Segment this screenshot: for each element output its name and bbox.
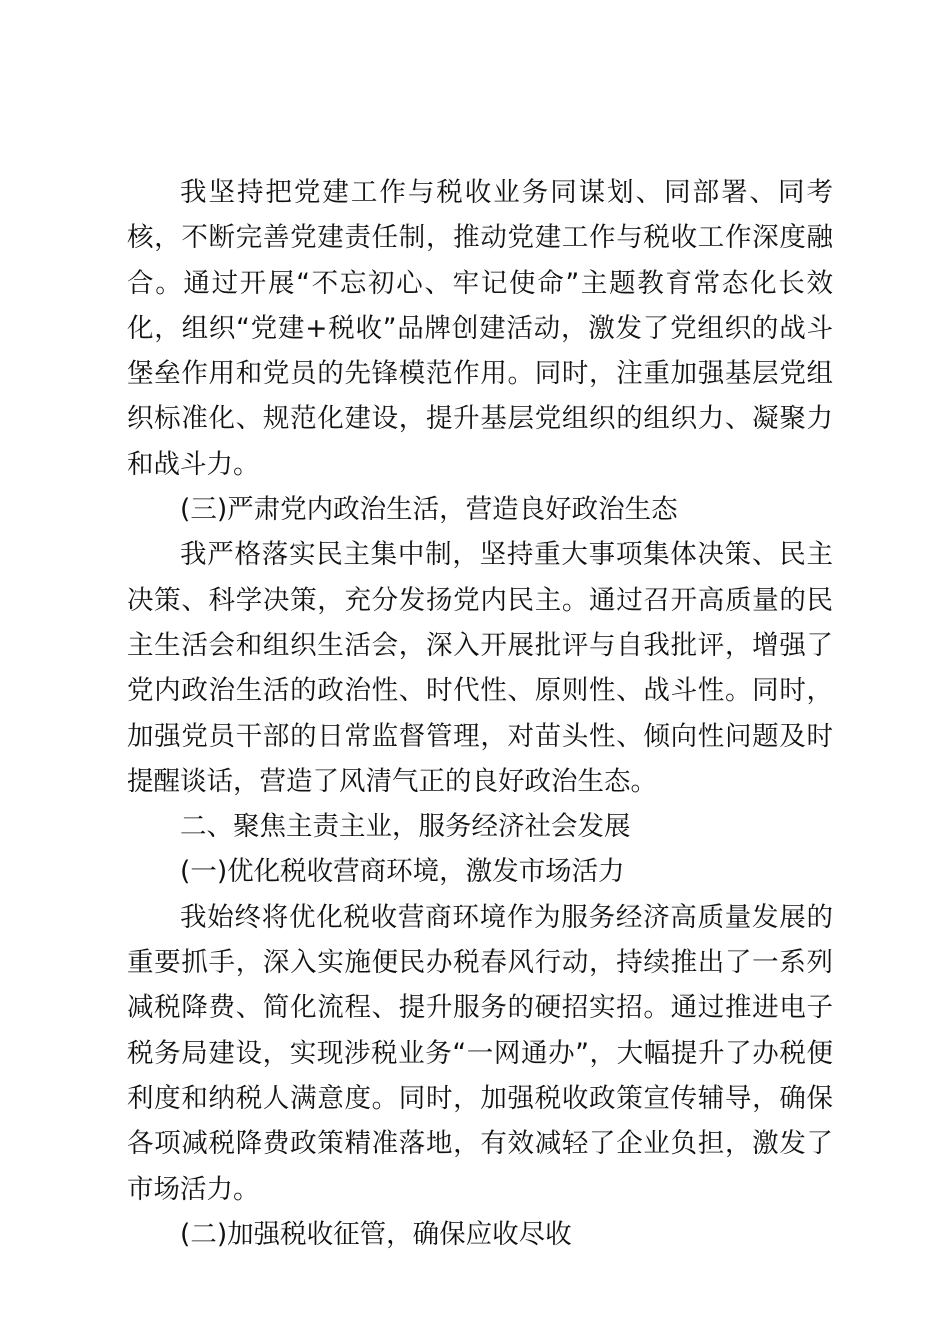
heading-part-2: 二、聚焦主责主业，服务经济社会发展 xyxy=(180,811,631,843)
heading-section-2: (二)加强税收征管，确保应收尽收 xyxy=(180,1218,572,1250)
paragraph-party-building: 我坚持把党建工作与税收业务同谋划、同部署、同考核，不断完善党建责任制，推动党建工作与税收工作深度融合。通过开展“不忘初心、牢记使命”主题教育常态化长效化，组织“党建+税收”品牌创建活动，激发了党组织的战斗堡垒作用和党员的先锋模范作用。同时，注重加强基层党组织标准化、规范化建设，提升基层党组织的组织力、凝聚力和战斗力。 xyxy=(127,177,833,480)
document-body xyxy=(127,170,833,1257)
heading-section-1: (一)优化税收营商环境，激发市场活力 xyxy=(180,856,625,888)
heading-section-3: (三)严肃党内政治生活，营造良好政治生态 xyxy=(180,494,678,526)
paragraph-political-life: 我严格落实民主集中制，坚持重大事项集体决策、民主决策、科学决策，充分发扬党内民主。通过召开高质量的民主生活会和组织生活会，深入开展批评与自我批评，增强了党内政治生活的政治性、时代性、原则性、战斗性。同时，加强党员干部的日常监督管理，对苗头性、倾向性问题及时提醒谈话，营造了风清气正的良好政治生态。 xyxy=(127,539,833,797)
paragraph-business-environment: 我始终将优化税收营商环境作为服务经济高质量发展的重要抓手，深入实施便民办税春风行动，持续推出了一系列减税降费、简化流程、提升服务的硬招实招。通过推进电子税务局建设，实现涉税业务“一网通办”，大幅提升了办税便利度和纳税人满意度。同时，加强税收政策宣传辅导，确保各项减税降费政策精准落地，有效减轻了企业负担，激发了市场活力。 xyxy=(127,901,833,1205)
